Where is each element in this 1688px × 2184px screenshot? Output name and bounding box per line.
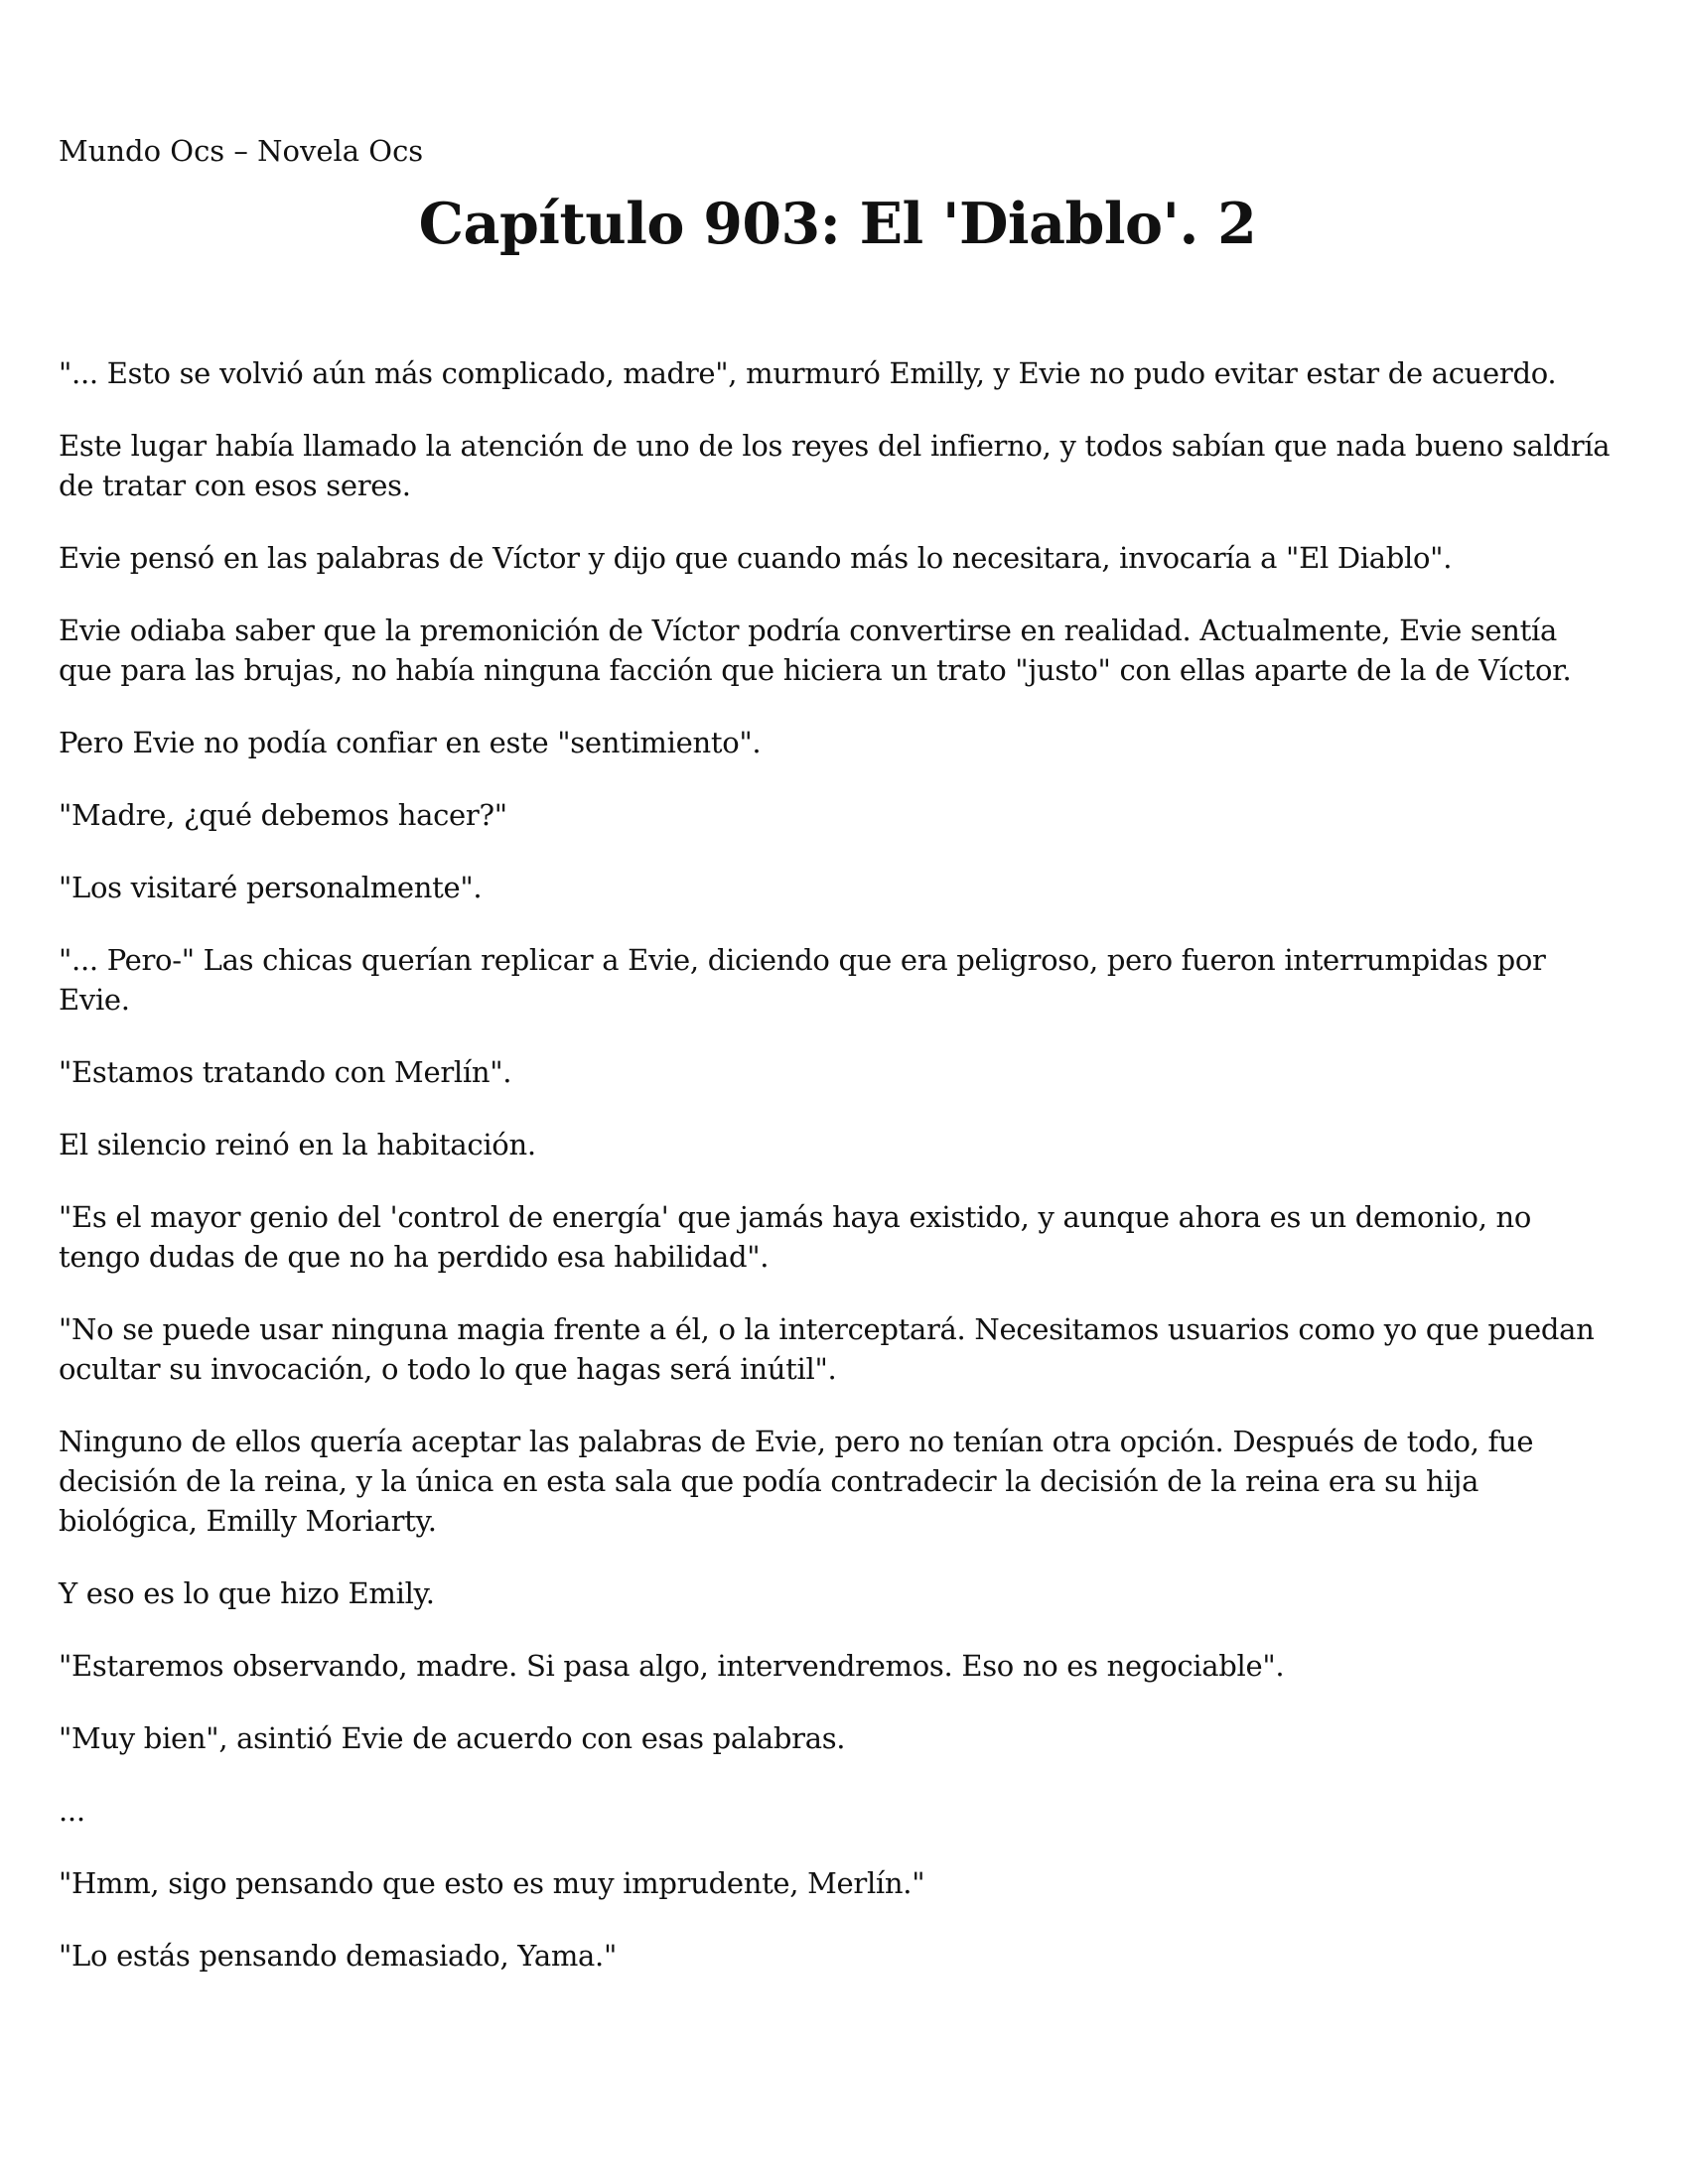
paragraph: "Madre, ¿qué debemos hacer?"	[59, 798, 507, 832]
paragraph: "No se puede usar ninguna magia frente a él, o la interceptará. Necesitamos usuarios como yo que puedan ocultar su invocación, o todo lo que hagas será inútil".	[59, 1312, 1595, 1386]
paragraph: Pero Evie no podía confiar en este "sentimiento".	[59, 726, 762, 759]
paragraph: "... Esto se volvió aún más complicado, madre", murmuró Emilly, y Evie no pudo evitar estar de acuerdo.	[59, 356, 1557, 390]
paragraph: Y eso es lo que hizo Emily.	[59, 1576, 435, 1610]
paragraph: "Es el mayor genio del 'control de energía' que jamás haya existido, y aunque ahora es un demonio, no tengo dudas de que no ha perdido esa habilidad".	[59, 1200, 1532, 1274]
paragraph: El silencio reinó en la habitación.	[59, 1128, 536, 1161]
paragraph: "Lo estás pensando demasiado, Yama."	[59, 1939, 618, 1973]
paragraph: "Estamos tratando con Merlín".	[59, 1055, 512, 1089]
paragraph: Evie odiaba saber que la premonición de Víctor podría convertirse en realidad. Actualmente, Evie sentía que para las brujas, no había ninguna facción que hiciera un trato "justo" con ellas aparte de la de Víctor.	[59, 614, 1572, 687]
paragraph: "Estaremos observando, madre. Si pasa algo, intervendremos. Eso no es negociable".	[59, 1649, 1285, 1683]
paragraph: "Los visitaré personalmente".	[59, 871, 483, 904]
chapter-title: Capítulo 903: El 'Diablo'. 2	[418, 191, 1257, 257]
chapter-body	[59, 353, 1617, 1976]
paragraph: "Hmm, sigo pensando que esto es muy imprudente, Merlín."	[59, 1866, 925, 1900]
paragraph: Este lugar había llamado la atención de uno de los reyes del infierno, y todos sabían que nada bueno saldría de tratar con esos seres.	[59, 429, 1611, 502]
paragraph: Evie pensó en las palabras de Víctor y dijo que cuando más lo necesitara, invocaría a "El Diablo".	[59, 541, 1453, 575]
paragraph: "... Pero-" Las chicas querían replicar a Evie, diciendo que era peligroso, pero fueron interrumpidas por Evie.	[59, 943, 1546, 1017]
paragraph: Ninguno de ellos quería aceptar las palabras de Evie, pero no tenían otra opción. Después de todo, fue decisión de la reina, y la única en esta sala que podía contradecir la decisión de la reina era su hija biológica, Emilly Moriarty.	[59, 1425, 1534, 1538]
page-header: Mundo Ocs – Novela Ocs	[59, 134, 424, 168]
paragraph: ...	[59, 1794, 85, 1828]
paragraph: "Muy bien", asintió Evie de acuerdo con esas palabras.	[59, 1721, 846, 1755]
